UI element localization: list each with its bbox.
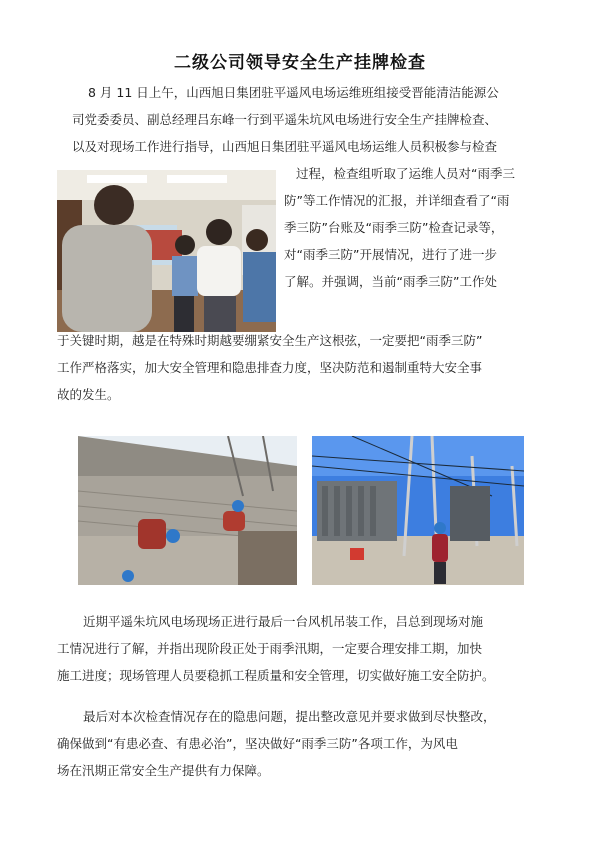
- construction-wall-photo: [78, 436, 297, 585]
- text-line: 工情况进行了解，并指出现阶段正处于雨季汛期，一定要合理安排工期，加快: [57, 641, 483, 656]
- paragraph-2: [57, 608, 547, 689]
- text-line: 对“雨季三防”开展情况，进行了进一步: [284, 247, 497, 262]
- text-line: 了解。并强调，当前“雨季三防”工作处: [284, 274, 497, 289]
- text-line: 工作严格落实，加大安全管理和隐患排查力度，坚决防范和遏制重特大安全事: [57, 360, 483, 375]
- text-line: 施工进度；现场管理人员要稳抓工程质量和安全管理，切实做好施工安全防护。: [57, 668, 495, 683]
- paragraph-1-wrap: [284, 160, 546, 295]
- substation-inspection-photo: [312, 436, 524, 585]
- inspection-meeting-photo: [57, 170, 276, 332]
- text-line: 防”等工作情况的汇报，并详细查看了“雨: [284, 193, 510, 208]
- text-line: 最后对本次检查情况存在的隐患问题，提出整改意见并要求做到尽快整改，: [83, 709, 496, 724]
- paragraph-1-tail: [57, 327, 547, 408]
- paragraph-1: [72, 79, 544, 160]
- text-line: 以及对现场工作进行指导，山西旭日集团驻平遥风电场运维人员积极参与检查: [72, 139, 498, 154]
- text-line: 近期平遥朱坑风电场现场正进行最后一台风机吊装工作，吕总到现场对施: [83, 614, 484, 629]
- page-title: 二级公司领导安全生产挂牌检查: [174, 53, 426, 73]
- text-line: 司党委委员、副总经理吕东峰一行到平遥朱坑风电场进行安全生产挂牌检查、: [72, 112, 498, 127]
- paragraph-3: [57, 703, 547, 784]
- text-line: 于关键时期，越是在特殊时期越要绷紧安全生产这根弦，一定要把“雨季三防”: [57, 333, 483, 348]
- text-line: 过程，检查组听取了运维人员对“雨季三: [296, 166, 515, 181]
- text-line: 季三防”台账及“雨季三防”检查记录等，: [284, 220, 504, 235]
- text-line: 8 月 11 日上午，山西旭日集团驻平遥风电场运维班组接受晋能清洁能源公: [88, 85, 499, 100]
- text-line: 故的发生。: [57, 387, 120, 402]
- text-line: 场在汛期正常安全生产提供有力保障。: [57, 763, 270, 778]
- text-line: 确保做到“有患必查、有患必治”，坚决做好“雨季三防”各项工作，为风电: [57, 736, 458, 751]
